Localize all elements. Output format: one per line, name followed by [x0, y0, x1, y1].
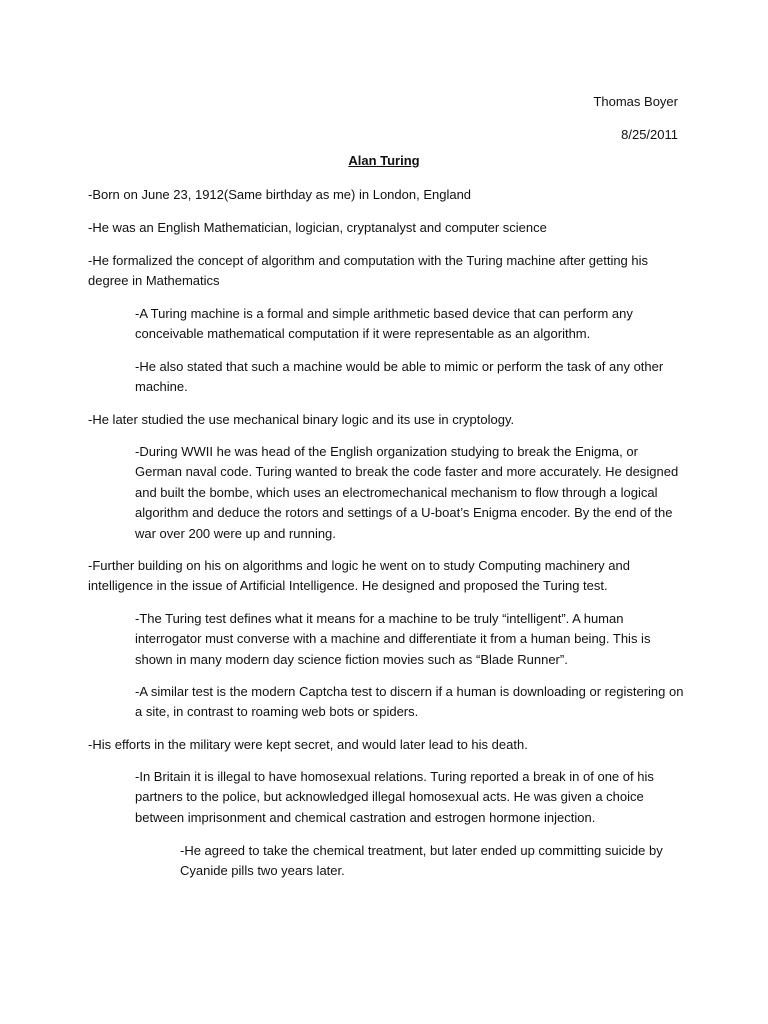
document-title: Alan Turing: [348, 153, 420, 168]
paragraph-chemical-treatment: -He agreed to take the chemical treatment, but later ended up committing suicide by Cyanide pills two years later.: [180, 843, 663, 879]
paragraph-birth: -Born on June 23, 1912(Same birthday as me) in London, England: [88, 187, 472, 202]
paragraph-turing-machine: -He formalized the concept of algorithm and computation with the Turing machine after getting his degree in Mathematics: [88, 253, 649, 289]
paragraph-britain-law: -In Britain it is illegal to have homosexual relations. Turing reported a break in of one of his partners to the police, but acknowledged illegal homosexual acts. He was given a choice between imprisonment and chemical castration and estrogen hormone injection.: [135, 769, 654, 825]
paragraph-captcha: -A similar test is the modern Captcha test to discern if a human is downloading or registering on a site, in contrast to roaming web bots or spiders.: [135, 684, 684, 720]
paragraph-military-secret: -His efforts in the military were kept secret, and would later lead to his death.: [88, 737, 528, 752]
paragraph-artificial-intelligence: -Further building on his on algorithms and logic he went on to study Computing machinery and intelligence in the issue of Artificial Intelligence. He designed and proposed the Turing test.: [88, 558, 630, 594]
paragraph-cryptology: -He later studied the use mechanical binary logic and its use in cryptology.: [88, 412, 515, 427]
author-name: Thomas Boyer: [593, 94, 678, 109]
paragraph-mimic-machine: -He also stated that such a machine would be able to mimic or perform the task of any other machine.: [135, 359, 664, 395]
paragraph-turing-machine-definition: -A Turing machine is a formal and simple arithmetic based device that can perform any conceivable mathematical computation if it were representable as an algorithm.: [135, 306, 633, 342]
document-date: 8/25/2011: [621, 127, 678, 142]
paragraph-profession: -He was an English Mathematician, logician, cryptanalyst and computer science: [88, 220, 547, 235]
paragraph-turing-test: -The Turing test defines what it means for a machine to be truly “intelligent”. A human interrogator must converse with a machine and differentiate it from a human being. This is shown in many modern day science fiction movies such as “Blade Runner”.: [135, 611, 651, 667]
paragraph-enigma: -During WWII he was head of the English organization studying to break the Enigma, or German naval code. Turing wanted to break the code faster and more accurately. He designed and built the bombe, which uses an electromechanical mechanism to flow through a logical algorithm and deduce the rotors and settings of a U-boat’s Enigma encoder. By the end of the war over 200 were up and running.: [135, 444, 679, 541]
